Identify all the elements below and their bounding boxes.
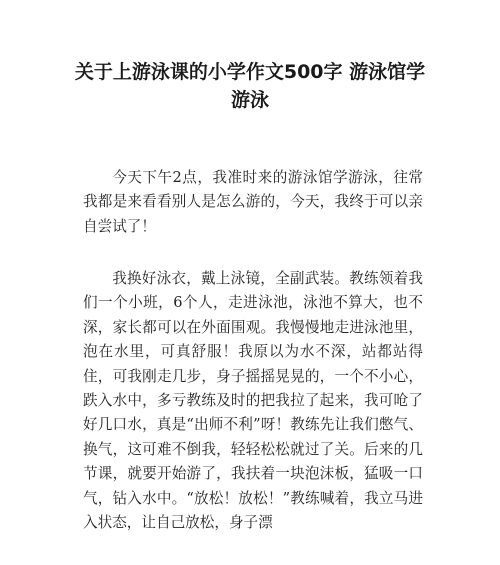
paragraph-2: 我换好泳衣，戴上泳镜，全副武装。教练领着我们一个小班，6个人，走进泳池，泳池不算大，也不深，家长都可以在外面围观。我慢慢地走进泳池里，泡在水里，可真舒服！我原以为水不深，站都站得住，可我刚走几步，身子摇摇晃晃的，一个不小心，跌入水中，多亏教练及时的把我拉了起来，我可呛了好几口水，真是“出师不利”呀！教练先让我们憋气、换气，这可难不倒我，轻轻松松就过了关。后来的几节课，就要开始游了，我扶着一块泡沫板，猛吸一口气，钻入水中。“放松！放松！”教练喊着，我立马进入状态，让自己放松，身子漂 — [83, 270, 423, 532]
paragraph-1: 今天下午2点，我准时来的游泳馆学游泳，往常我都是来看看别人是怎么游的，今天，我终于可以亲自尝试了！ — [83, 169, 423, 235]
document-title: 关于上游泳课的小学作文500字 游泳馆学游泳 — [74, 61, 426, 111]
